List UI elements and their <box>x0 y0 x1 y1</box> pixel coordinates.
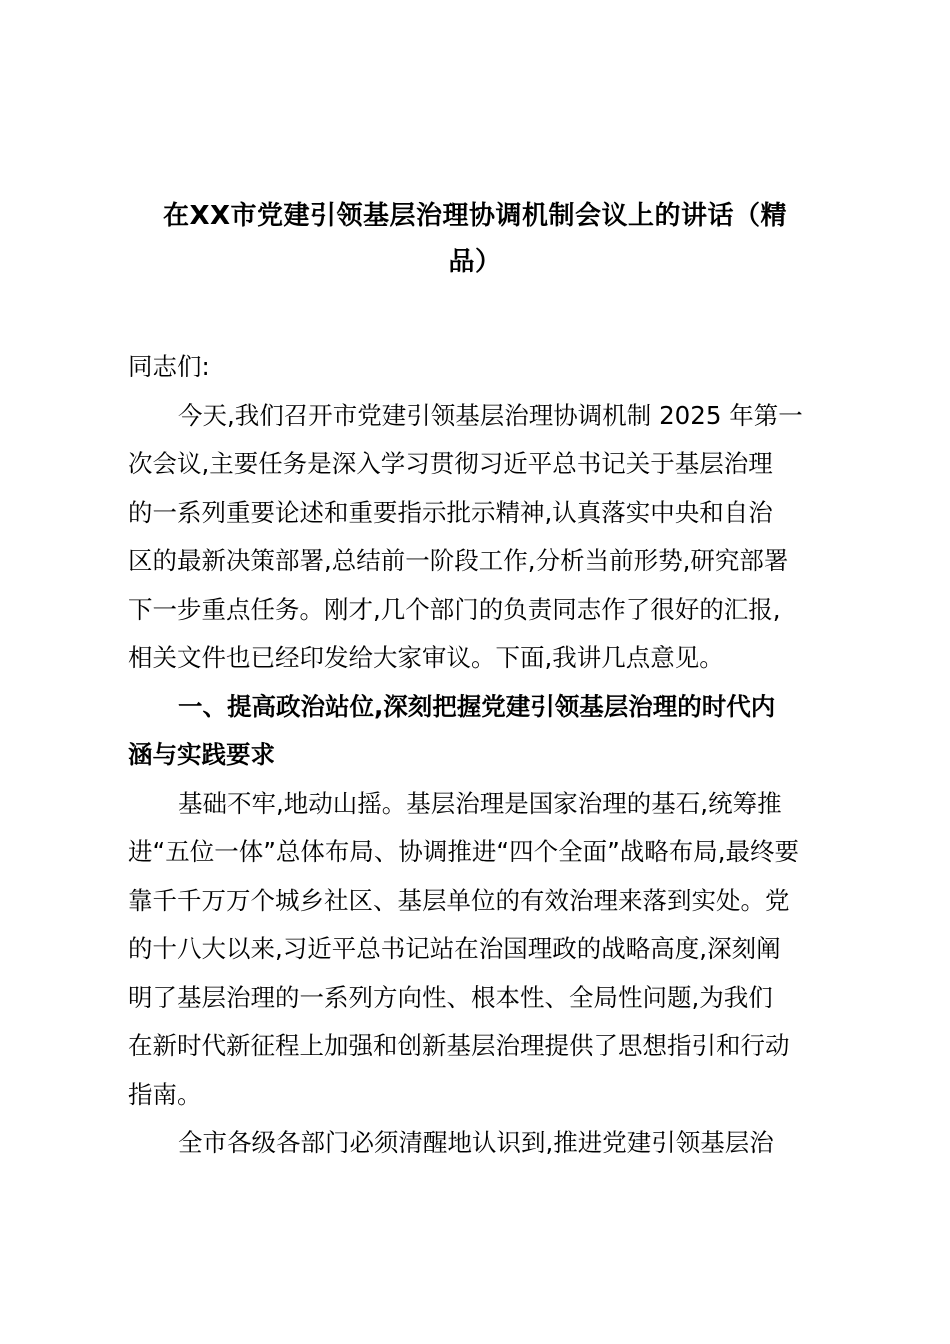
heading-line: 一、提高政治站位,深刻把握党建引领基层治理的时代内 <box>178 691 776 721</box>
paragraph-line: 的十八大以来,习近平总书记站在治国理政的战略高度,深刻阐 <box>128 934 781 963</box>
paragraph-awareness <box>128 1119 828 1168</box>
title-line: 在XX市党建引领基层治理协调机制会议上的讲话（精 <box>162 201 788 231</box>
paragraph-line: 全市各级各部门必须清醒地认识到,推进党建引领基层治 <box>178 1128 774 1157</box>
salutation: 同志们: <box>128 352 210 381</box>
paragraph-line: 下一步重点任务。刚才,几个部门的负责同志作了很好的汇报, <box>128 594 781 624</box>
paragraph-line: 在新时代新征程上加强和创新基层治理提供了思想指引和行动 <box>128 1031 790 1060</box>
paragraph-line: 基础不牢,地动山摇。基层治理是国家治理的基石,统筹推 <box>178 788 782 818</box>
paragraph-line: 次会议,主要任务是深入学习贯彻习近平总书记关于基层治理 <box>128 449 773 478</box>
paragraph-intro <box>128 392 828 683</box>
heading-line: 涵与实践要求 <box>128 740 275 769</box>
paragraph-line: 区的最新决策部署,总结前一阶段工作,分析当前形势,研究部署 <box>128 546 789 575</box>
title-line: 品） <box>448 247 502 277</box>
paragraph-line: 的一系列重要论述和重要指示批示精神,认真落实中央和自治 <box>128 497 773 527</box>
paragraph-line: 进“五位一体”总体布局、协调推进“四个全面”战略布局,最终要 <box>128 837 800 866</box>
document-body <box>128 343 828 1168</box>
paragraph-line: 相关文件也已经印发给大家审议。下面,我讲几点意见。 <box>128 643 724 672</box>
section-heading-1 <box>128 683 828 780</box>
document-title <box>128 193 822 285</box>
paragraph-line: 指南。 <box>128 1079 202 1109</box>
paragraph-line: 靠千千万万个城乡社区、基层单位的有效治理来落到实处。党 <box>128 885 790 915</box>
paragraph-foundation <box>128 780 828 1120</box>
paragraph-line: 今天,我们召开市党建引领基层治理协调机制 2025 年第一 <box>178 400 803 430</box>
paragraph-line: 明了基层治理的一系列方向性、根本性、全局性问题,为我们 <box>128 982 773 1012</box>
